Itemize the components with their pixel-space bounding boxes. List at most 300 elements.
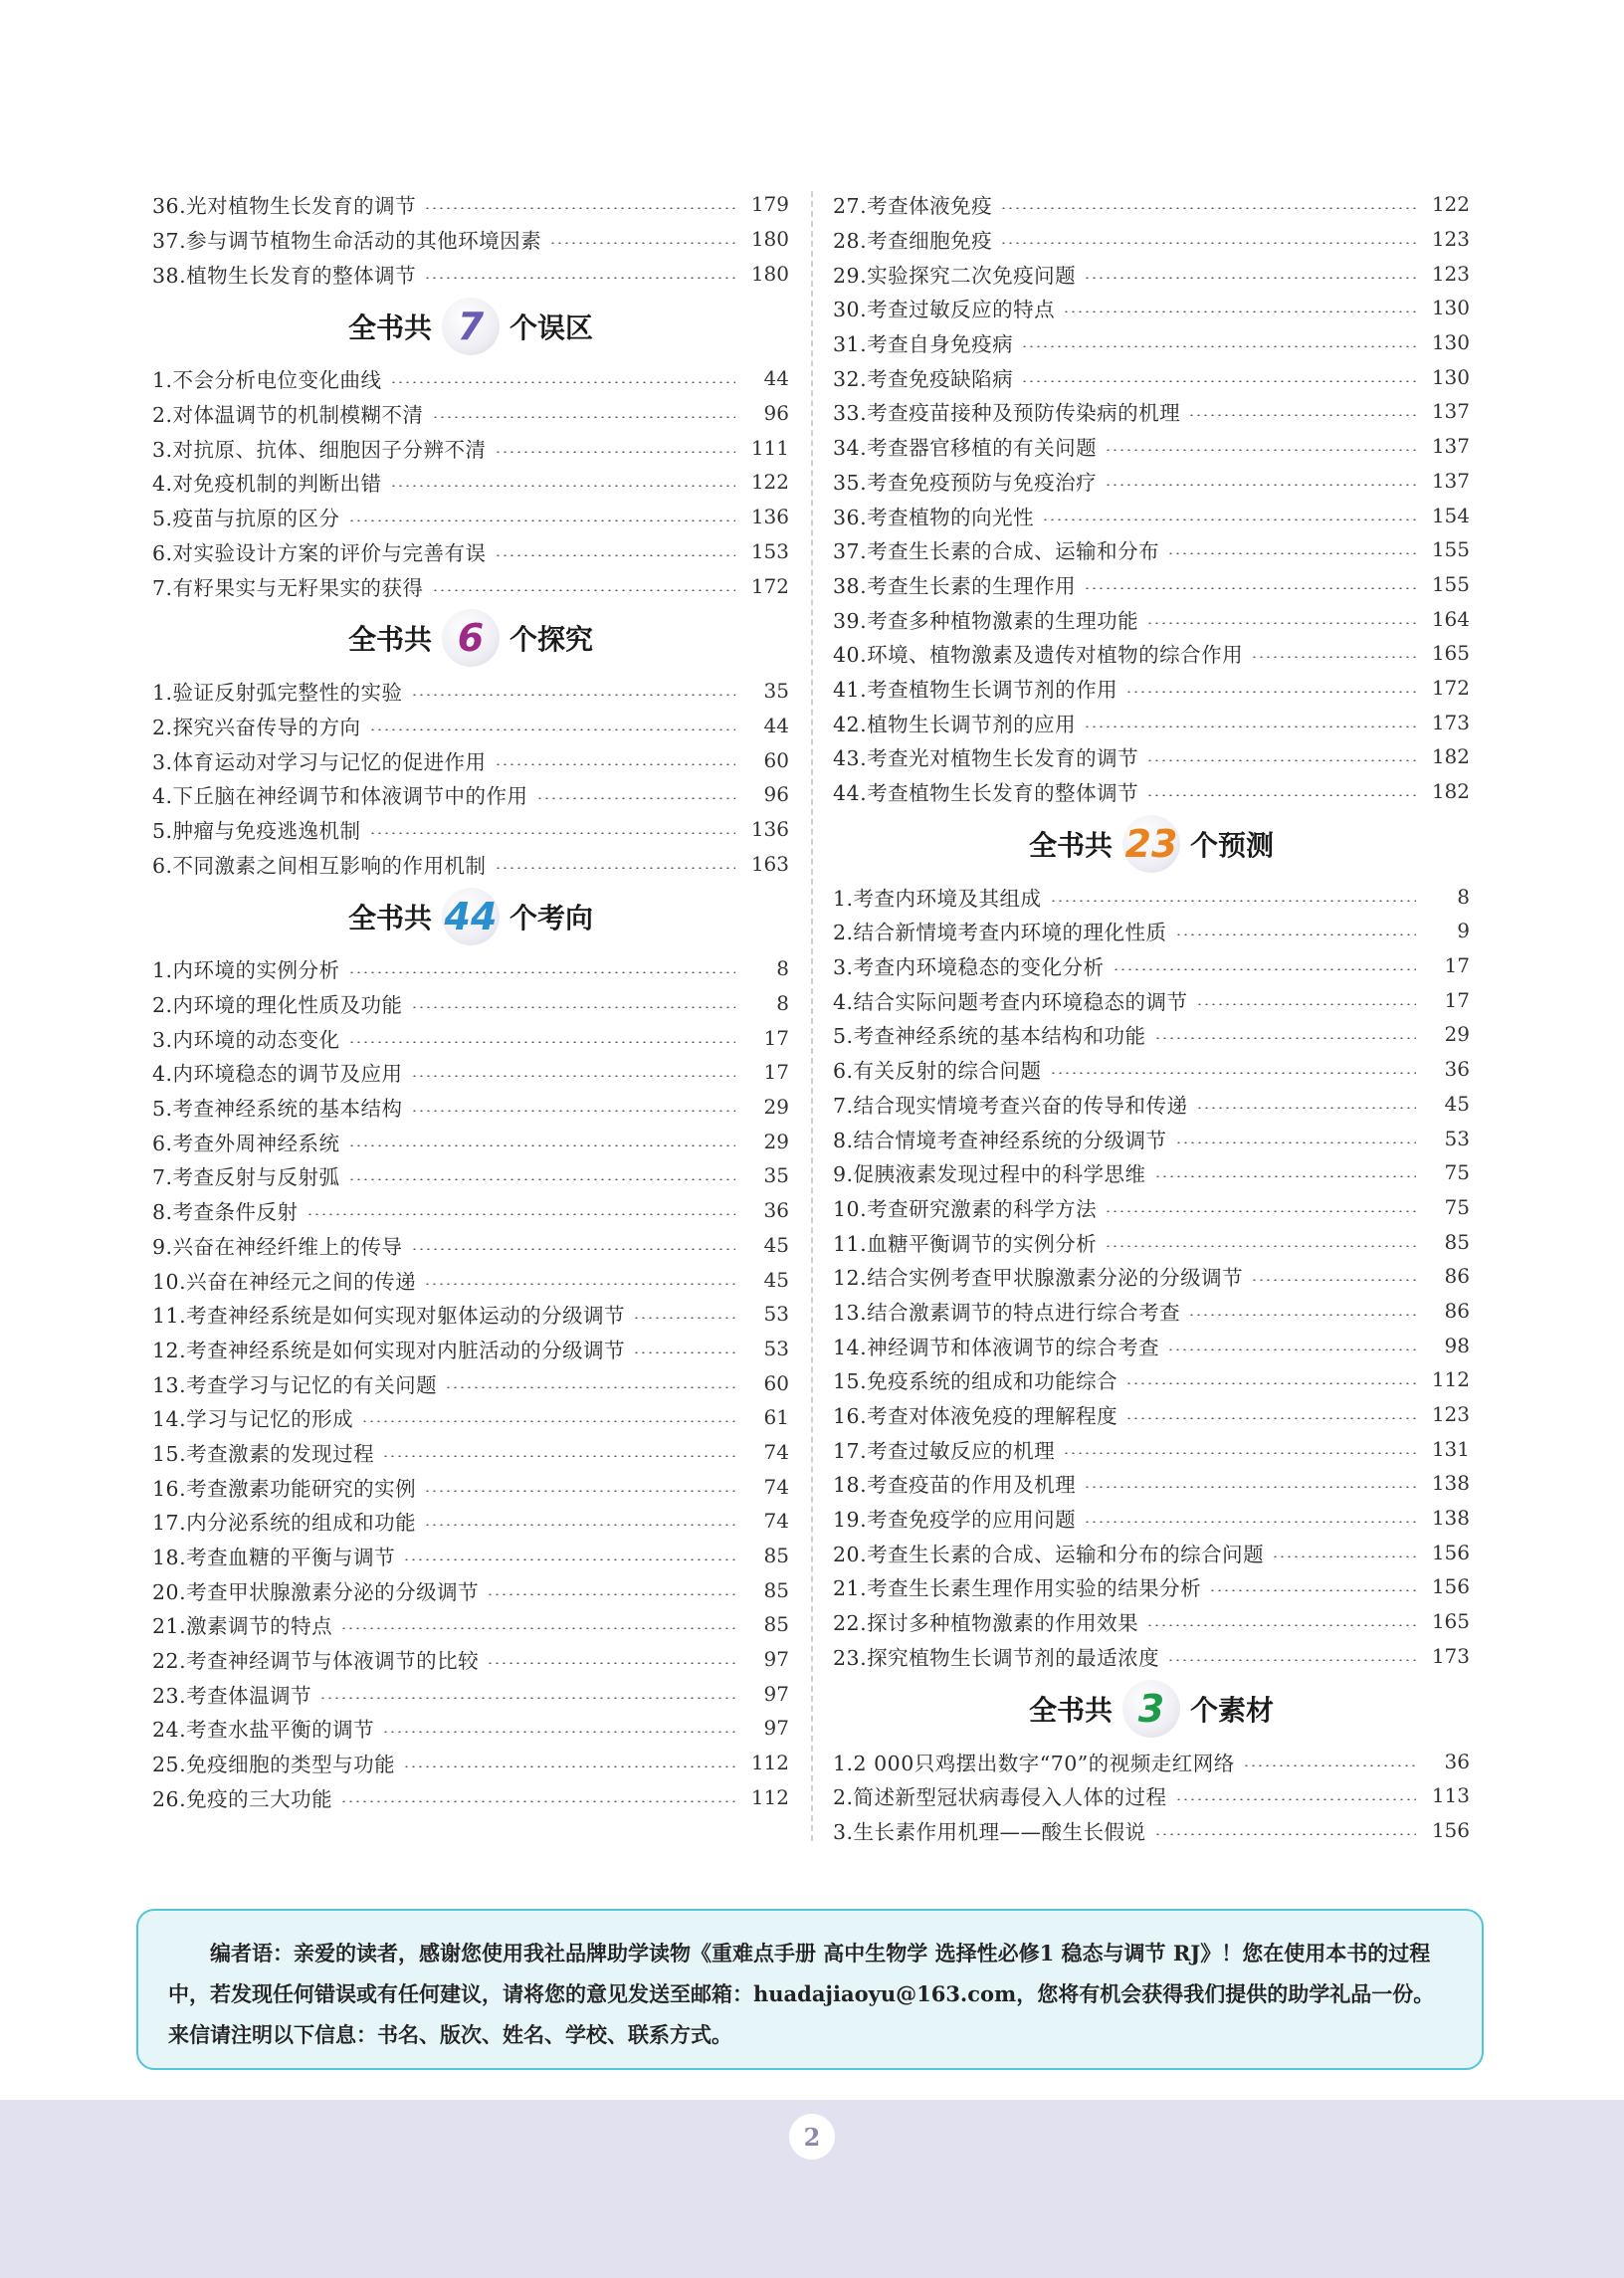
toc-entry-title: 16.考查激素功能研究的实例 <box>152 1476 417 1501</box>
toc-entry-title: 11.考查神经系统是如何实现对躯体运动的分级调节 <box>152 1304 626 1329</box>
dot-leader <box>1175 933 1416 935</box>
heading-prefix: 全书共 <box>347 311 432 344</box>
toc-entry-page: 113 <box>1431 1783 1470 1808</box>
toc-entry-page: 35 <box>763 679 789 704</box>
dot-leader <box>1105 449 1416 451</box>
toc-entry-page: 9 <box>1457 919 1470 943</box>
toc-entry-page: 17 <box>1444 953 1470 978</box>
toc-entry-title: 41.考查植物生长调节剂的作用 <box>833 677 1118 702</box>
toc-entry <box>152 1435 789 1470</box>
toc-entry-page: 75 <box>1444 1194 1470 1219</box>
dot-leader <box>1175 1798 1416 1800</box>
toc-entry <box>833 1778 1470 1813</box>
toc-entry <box>833 601 1470 636</box>
toc-entry <box>152 1332 789 1366</box>
toc-entry <box>152 500 789 534</box>
toc-entry-title: 1.内环境的实例分析 <box>152 958 340 983</box>
toc-entry-title: 3.体育运动对学习与记忆的促进作用 <box>152 749 487 774</box>
toc-entry-title: 8.考查条件反射 <box>152 1200 299 1225</box>
toc-entry-page: 45 <box>763 1232 789 1257</box>
toc-entry-title: 2.对体温调节的机制模糊不清 <box>152 403 424 428</box>
toc-entry-title: 36.考查植物的向光性 <box>833 505 1035 529</box>
toc-entry <box>833 532 1470 567</box>
toc-entry-page: 45 <box>1444 1091 1470 1116</box>
dot-leader <box>1125 691 1416 693</box>
dot-leader <box>348 1041 735 1043</box>
dot-leader <box>1063 1452 1416 1454</box>
dot-leader <box>382 1731 735 1733</box>
toc-entry <box>833 1362 1470 1397</box>
toc-entry <box>833 1813 1470 1848</box>
dot-leader <box>1146 1624 1416 1626</box>
dot-leader <box>1021 345 1416 347</box>
toc-entry-title: 4.下丘脑在神经调节和体液调节中的作用 <box>152 784 528 809</box>
right-top-entries <box>833 187 1470 808</box>
toc-entry-title: 34.考查器官移植的有关问题 <box>833 436 1098 461</box>
dot-leader <box>1154 1833 1416 1835</box>
toc-entry <box>833 1535 1470 1569</box>
dot-leader <box>382 1455 735 1457</box>
toc-entry-title: 20.考查生长素的合成、运输和分布的综合问题 <box>833 1542 1265 1566</box>
toc-entry-title: 9.促胰液素发现过程中的科学思维 <box>833 1162 1146 1187</box>
toc-entry <box>833 739 1470 774</box>
toc-entry <box>152 396 789 431</box>
toc-entry-title: 43.考查光对植物生长发育的调节 <box>833 746 1139 771</box>
toc-entry <box>833 948 1470 983</box>
toc-entry-page: 155 <box>1431 571 1470 596</box>
toc-entry-page: 85 <box>763 1612 789 1637</box>
dot-leader <box>1105 484 1416 486</box>
toc-entry-page: 123 <box>1431 261 1470 286</box>
toc-entry-page: 36 <box>1444 1057 1470 1082</box>
toc-entry <box>833 187 1470 222</box>
toc-entry <box>833 1224 1470 1259</box>
toc-entry <box>833 1639 1470 1674</box>
toc-entry <box>833 982 1470 1017</box>
toc-entry-title: 36.光对植物生长发育的调节 <box>152 194 417 219</box>
toc-entry-page: 173 <box>1431 710 1470 734</box>
toc-entry-page: 180 <box>750 261 789 286</box>
toc-entry-title: 1.验证反射弧完整性的实验 <box>152 681 403 706</box>
toc-entry-page: 97 <box>763 1716 789 1741</box>
toc-entry <box>152 1539 789 1573</box>
toc-entry <box>833 1052 1470 1087</box>
dot-leader <box>536 797 735 799</box>
dot-leader <box>1084 725 1416 727</box>
toc-entry-title: 37.考查生长素的合成、运输和分布 <box>833 539 1160 564</box>
toc-entry-page: 156 <box>1431 1574 1470 1599</box>
toc-entry <box>833 1087 1470 1122</box>
left-column <box>152 187 789 1814</box>
toc-entry-page: 172 <box>1431 675 1470 700</box>
toc-entry-title: 4.结合实际问题考查内环境稳态的调节 <box>833 989 1188 1014</box>
toc-entry-title: 7.有籽果实与无籽果实的获得 <box>152 575 424 600</box>
toc-entry-page: 44 <box>763 366 789 391</box>
toc-entry <box>152 742 789 777</box>
toc-entry <box>833 429 1470 464</box>
dot-leader <box>424 1490 735 1492</box>
dot-leader <box>403 1765 735 1767</box>
toc-entry-title: 26.免疫的三大功能 <box>152 1786 333 1811</box>
toc-entry-title: 7.结合现实情境考查兴奋的传导和传递 <box>833 1093 1188 1118</box>
dot-leader <box>361 1420 735 1422</box>
toc-entry-title: 19.考查免疫学的应用问题 <box>833 1508 1077 1533</box>
toc-entry <box>833 1328 1470 1362</box>
toc-entry <box>152 1504 789 1539</box>
toc-entry-page: 172 <box>750 573 789 598</box>
toc-entry-page: 17 <box>763 1025 789 1050</box>
toc-entry-title: 31.考查自身免疫病 <box>833 332 1014 357</box>
dot-leader <box>348 1178 735 1180</box>
dot-leader <box>424 1283 735 1285</box>
toc-entry <box>152 951 789 986</box>
toc-entry-title: 27.考查体液免疫 <box>833 194 993 219</box>
dot-leader <box>1167 1348 1416 1350</box>
toc-entry-page: 29 <box>763 1095 789 1120</box>
toc-entry <box>152 1400 789 1435</box>
dot-leader <box>369 728 735 730</box>
toc-entry <box>833 1017 1470 1052</box>
left-top-entries <box>152 187 789 291</box>
dot-leader <box>1146 622 1416 624</box>
dot-leader <box>1251 1279 1416 1281</box>
right-column <box>833 187 1470 1847</box>
dot-leader <box>390 485 735 487</box>
toc-entry-page: 44 <box>763 713 789 737</box>
toc-entry-page: 111 <box>750 435 789 460</box>
heading-prefix: 全书共 <box>1028 828 1113 862</box>
dot-leader <box>432 589 735 591</box>
dot-leader <box>549 242 735 244</box>
toc-entry-page: 29 <box>763 1129 789 1153</box>
dot-leader <box>1154 1037 1416 1039</box>
toc-entry-page: 17 <box>763 1060 789 1085</box>
dot-leader <box>1105 1245 1416 1247</box>
yuce-entries <box>833 879 1470 1673</box>
toc-entry <box>152 1193 789 1228</box>
toc-entry <box>152 1262 789 1297</box>
dot-leader <box>348 1144 735 1146</box>
toc-entry-title: 35.考查免疫预防与免疫治疗 <box>833 470 1098 495</box>
toc-entry <box>152 1365 789 1400</box>
section-heading-tanjiu <box>152 603 789 674</box>
toc-entry-page: 112 <box>1431 1367 1470 1392</box>
toc-entry <box>152 256 789 291</box>
toc-entry <box>833 1190 1470 1225</box>
editor-notice-box <box>136 1909 1484 2070</box>
toc-entry-title: 37.参与调节植物生命活动的其他环境因素 <box>152 229 542 254</box>
dot-leader <box>1146 759 1416 761</box>
dot-leader <box>1196 1003 1416 1005</box>
toc-entry-page: 165 <box>1431 1609 1470 1634</box>
dot-leader <box>340 1627 735 1629</box>
dot-leader <box>403 1558 735 1560</box>
toc-entry <box>152 986 789 1021</box>
toc-entry-title: 10.考查研究激素的科学方法 <box>833 1196 1098 1221</box>
dot-leader <box>348 519 735 521</box>
toc-entry <box>152 1746 789 1780</box>
toc-entry-page: 60 <box>763 747 789 772</box>
toc-entry-title: 2.简述新型冠状病毒侵入人体的过程 <box>833 1785 1167 1810</box>
toc-entry <box>152 709 789 743</box>
toc-entry-title: 20.考查甲状腺激素分泌的分级调节 <box>152 1579 480 1604</box>
dot-leader <box>495 554 735 556</box>
toc-entry <box>833 567 1470 602</box>
toc-entry-page: 156 <box>1431 1817 1470 1842</box>
heading-suffix: 个探究 <box>509 623 594 657</box>
dot-leader <box>1188 414 1416 416</box>
toc-entry-page: 36 <box>1444 1749 1470 1773</box>
count-badge: 7 <box>442 298 500 355</box>
dot-leader <box>348 971 735 973</box>
dot-leader <box>1154 1175 1416 1177</box>
toc-entry <box>152 1158 789 1193</box>
toc-entry-title: 12.结合实例考查甲状腺激素分泌的分级调节 <box>833 1266 1244 1291</box>
toc-entry <box>152 1055 789 1090</box>
dot-leader <box>432 416 735 418</box>
toc-entry <box>152 222 789 257</box>
dot-leader <box>1272 1555 1416 1557</box>
toc-entry-page: 123 <box>1431 227 1470 252</box>
toc-entry-title: 6.对实验设计方案的评价与完善有误 <box>152 540 487 565</box>
dot-leader <box>340 1800 735 1802</box>
dot-leader <box>1125 1382 1416 1384</box>
toc-entry-page: 45 <box>763 1267 789 1292</box>
toc-entry-title: 30.考查过敏反应的特点 <box>833 298 1056 322</box>
dot-leader <box>633 1351 735 1353</box>
toc-entry-title: 5.考查神经系统的基本结构 <box>152 1097 403 1122</box>
toc-entry <box>833 1121 1470 1155</box>
toc-entry-title: 9.兴奋在神经纤维上的传导 <box>152 1234 403 1259</box>
toc-entry <box>833 464 1470 499</box>
toc-entry <box>833 1259 1470 1294</box>
dot-leader <box>1175 1141 1416 1143</box>
toc-entry <box>152 534 789 569</box>
toc-entry-page: 136 <box>750 816 789 841</box>
editor-notice-text: 编者语：亲爱的读者，感谢您使用我社品牌助学读物《重难点手册 高中生物学 选择性必修1 稳态与调节 RJ》！您在使用本书的过程中，若发现任何错误或有任何建议，请将您的意见发送至邮箱：huadajiaoyu@163.com，您将有机会获得我们提供的助学礼品一份。来信请注明以下信息：书名、版次、姓名、学校、联系方式。 <box>168 1941 1435 2047</box>
toc-entry-title: 1.考查内环境及其组成 <box>833 886 1042 911</box>
toc-entry-page: 122 <box>1431 192 1470 217</box>
heading-suffix: 个考向 <box>509 901 594 934</box>
toc-entry-page: 182 <box>1431 744 1470 769</box>
toc-entry-page: 130 <box>1431 364 1470 389</box>
toc-entry-title: 38.植物生长发育的整体调节 <box>152 263 417 288</box>
toc-entry-title: 2.内环境的理化性质及功能 <box>152 993 403 1018</box>
dot-leader <box>306 1213 735 1215</box>
toc-entry-title: 17.内分泌系统的组成和功能 <box>152 1511 417 1536</box>
toc-entry-page: 98 <box>1444 1333 1470 1357</box>
heading-suffix: 个误区 <box>509 311 594 344</box>
toc-entry-title: 23.探究植物生长调节剂的最适浓度 <box>833 1645 1160 1670</box>
toc-entry-title: 5.肿瘤与免疫逃逸机制 <box>152 818 361 843</box>
dot-leader <box>424 207 735 209</box>
toc-entry-title: 24.考查水盐平衡的调节 <box>152 1718 375 1743</box>
dot-leader <box>1084 1486 1416 1488</box>
toc-entry <box>152 1676 789 1711</box>
toc-entry-title: 1.2 000只鸡摆出数字“70”的视频走红网络 <box>833 1751 1235 1775</box>
toc-entry-title: 15.免疫系统的组成和功能综合 <box>833 1369 1118 1394</box>
toc-entry-page: 61 <box>763 1405 789 1430</box>
heading-prefix: 全书共 <box>347 901 432 934</box>
dot-leader <box>495 867 735 869</box>
page-number: 2 <box>789 2114 835 2160</box>
toc-entry-title: 17.考查过敏反应的机理 <box>833 1438 1056 1463</box>
column-divider <box>811 191 813 1841</box>
toc-entry <box>833 394 1470 429</box>
count-badge: 3 <box>1122 1680 1180 1738</box>
toc-entry-page: 154 <box>1431 503 1470 527</box>
dot-leader <box>1000 242 1416 244</box>
dot-leader <box>1251 656 1416 658</box>
toc-entry-title: 3.对抗原、抗体、细胞因子分辨不清 <box>152 437 487 462</box>
heading-prefix: 全书共 <box>347 623 432 657</box>
toc-entry-title: 18.考查疫苗的作用及机理 <box>833 1473 1077 1498</box>
toc-entry-page: 86 <box>1444 1298 1470 1323</box>
section-heading-sucai <box>833 1673 1470 1744</box>
kaoxiang-entries <box>152 951 789 1814</box>
dot-leader <box>1050 900 1416 902</box>
dot-leader <box>1188 1314 1416 1316</box>
toc-entry <box>833 1431 1470 1466</box>
toc-entry <box>833 636 1470 671</box>
toc-entry-title: 4.对免疫机制的判断出错 <box>152 472 382 497</box>
toc-entry-title: 10.兴奋在神经元之间的传递 <box>152 1269 417 1294</box>
dot-leader <box>1063 311 1416 312</box>
dot-leader <box>1021 380 1416 382</box>
toc-entry-page: 155 <box>1431 537 1470 562</box>
toc-entry-page: 173 <box>1431 1643 1470 1668</box>
dot-leader <box>1125 1417 1416 1419</box>
section-heading-wuqu <box>152 291 789 361</box>
toc-entry <box>833 1569 1470 1604</box>
toc-entry-page: 122 <box>750 470 789 495</box>
toc-entry-page: 53 <box>763 1302 789 1327</box>
toc-entry-title: 8.结合情境考查神经系统的分级调节 <box>833 1128 1167 1152</box>
dot-leader <box>411 1110 735 1112</box>
dot-leader <box>1084 1521 1416 1523</box>
dot-leader <box>319 1697 735 1699</box>
toc-entry <box>152 1228 789 1263</box>
toc-entry-title: 1.不会分析电位变化曲线 <box>152 368 382 393</box>
toc-entry <box>152 846 789 881</box>
toc-entry-page: 138 <box>1431 1471 1470 1496</box>
toc-entry-title: 6.有关反射的综合问题 <box>833 1059 1042 1084</box>
toc-entry <box>152 1124 789 1158</box>
toc-entry-title: 39.考查多种植物激素的生理功能 <box>833 608 1139 633</box>
dot-leader <box>1105 1210 1416 1212</box>
toc-entry-title: 42.植物生长调节剂的应用 <box>833 712 1077 736</box>
toc-entry-page: 156 <box>1431 1540 1470 1564</box>
toc-entry-page: 96 <box>763 782 789 807</box>
toc-entry-page: 97 <box>763 1647 789 1672</box>
dot-leader <box>1209 1589 1416 1591</box>
toc-entry <box>152 1572 789 1607</box>
toc-entry-page: 17 <box>1444 987 1470 1012</box>
toc-entry-title: 4.内环境稳态的调节及应用 <box>152 1062 403 1087</box>
toc-entry <box>833 879 1470 914</box>
toc-entry-page: 36 <box>763 1198 789 1223</box>
toc-entry-page: 137 <box>1431 434 1470 459</box>
dot-leader <box>495 451 735 453</box>
toc-entry-title: 3.考查内环境稳态的变化分析 <box>833 955 1105 980</box>
toc-entry-page: 74 <box>763 1509 789 1534</box>
toc-entry-page: 85 <box>763 1544 789 1568</box>
toc-entry <box>833 325 1470 360</box>
dot-leader <box>1050 1072 1416 1074</box>
toc-entry <box>152 812 789 847</box>
dot-leader <box>1113 968 1416 970</box>
toc-entry-title: 14.神经调节和体液调节的综合考查 <box>833 1335 1160 1359</box>
toc-entry-page: 123 <box>1431 1402 1470 1427</box>
toc-entry-page: 86 <box>1444 1264 1470 1289</box>
dot-leader <box>369 832 735 834</box>
toc-entry <box>152 1469 789 1504</box>
toc-entry-page: 163 <box>750 851 789 876</box>
count-badge: 44 <box>442 888 500 945</box>
toc-entry <box>833 705 1470 739</box>
toc-entry <box>152 1607 789 1642</box>
toc-entry <box>152 1020 789 1055</box>
toc-entry-title: 44.考查植物生长发育的整体调节 <box>833 781 1139 806</box>
toc-entry-page: 53 <box>763 1336 789 1360</box>
toc-entry-page: 131 <box>1431 1436 1470 1461</box>
toc-entry-title: 3.内环境的动态变化 <box>152 1027 340 1052</box>
dot-leader <box>411 1006 735 1008</box>
toc-entry-page: 35 <box>763 1163 789 1188</box>
toc-entry-page: 130 <box>1431 296 1470 320</box>
toc-entry-title: 13.结合激素调节的特点进行综合考查 <box>833 1300 1181 1325</box>
toc-entry <box>833 256 1470 291</box>
toc-entry <box>833 498 1470 532</box>
toc-entry-page: 96 <box>763 401 789 426</box>
toc-entry-page: 8 <box>1457 884 1470 909</box>
section-heading-yuce <box>833 808 1470 879</box>
dot-leader <box>1146 794 1416 796</box>
toc-entry <box>833 671 1470 706</box>
toc-entry-page: 60 <box>763 1370 789 1395</box>
toc-entry-page: 8 <box>776 956 789 981</box>
toc-entry-title: 22.考查神经调节与体液调节的比较 <box>152 1649 480 1674</box>
toc-entry-title: 21.考查生长素生理作用实验的结果分析 <box>833 1576 1202 1601</box>
dot-leader <box>411 1248 735 1250</box>
toc-entry-title: 23.考查体温调节 <box>152 1683 312 1708</box>
toc-entry-page: 85 <box>1444 1229 1470 1254</box>
toc-entry <box>833 774 1470 809</box>
toc-entry-title: 5.疫苗与抗原的区分 <box>152 507 340 531</box>
toc-entry-page: 182 <box>1431 779 1470 804</box>
toc-entry <box>152 361 789 396</box>
dot-leader <box>390 381 735 383</box>
toc-entry-page: 137 <box>1431 468 1470 493</box>
toc-entry <box>833 1501 1470 1536</box>
heading-prefix: 全书共 <box>1028 1693 1113 1727</box>
toc-entry-title: 15.考查激素的发现过程 <box>152 1441 375 1466</box>
toc-entry <box>152 1711 789 1746</box>
toc-entry-page: 112 <box>750 1784 789 1809</box>
dot-leader <box>411 694 735 696</box>
toc-entry-page: 53 <box>1444 1126 1470 1150</box>
toc-entry-page: 74 <box>763 1474 789 1499</box>
toc-entry-title: 3.生长素作用机理——酸生长假说 <box>833 1819 1146 1844</box>
dot-leader <box>487 1593 735 1595</box>
toc-entry <box>833 1397 1470 1432</box>
dot-leader <box>1042 518 1416 520</box>
toc-entry-title: 38.考查生长素的生理作用 <box>833 573 1077 598</box>
toc-entry-title: 14.学习与记忆的形成 <box>152 1407 354 1432</box>
toc-entry <box>152 1297 789 1332</box>
wuqu-entries <box>152 361 789 603</box>
sucai-entries <box>833 1744 1470 1847</box>
